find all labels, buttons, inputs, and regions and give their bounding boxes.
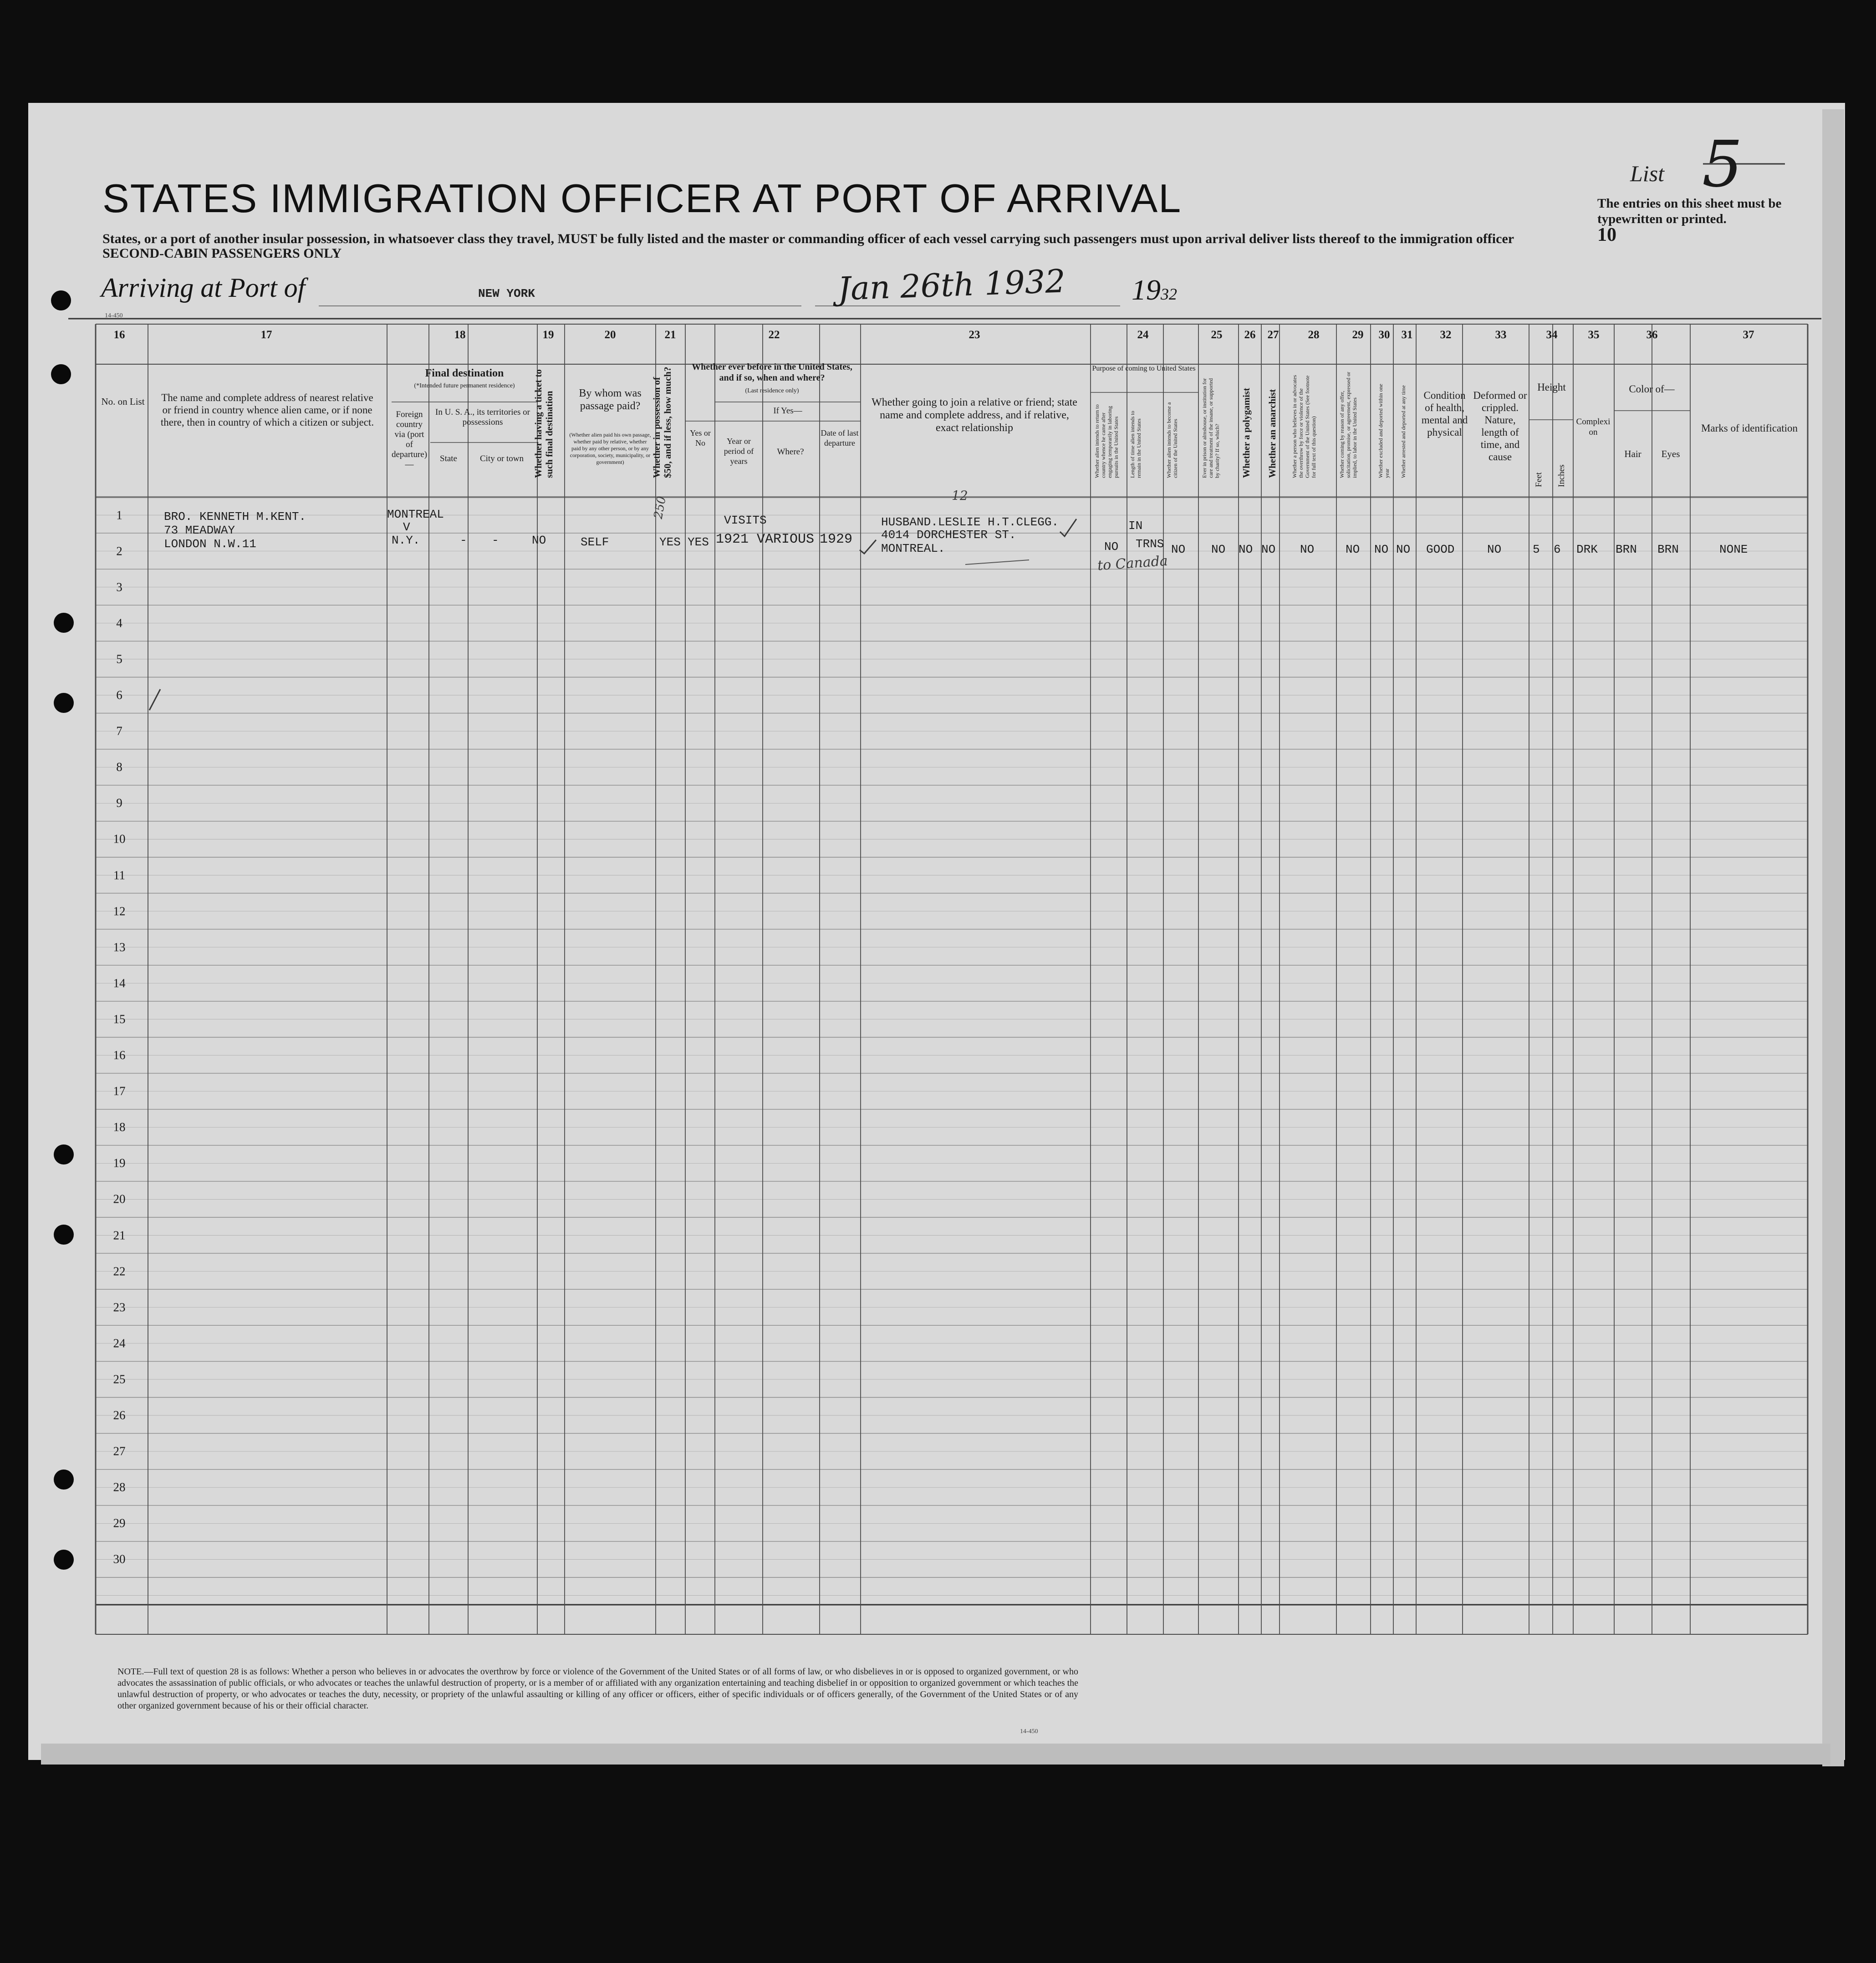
arrival-year — [1132, 273, 1177, 307]
arriving-label: Arriving at Port of — [101, 273, 306, 303]
col18-city-header: City or town — [479, 454, 524, 463]
joining-line2: 4014 DORCHESTER ST. — [881, 528, 1016, 542]
row-number-14: 14 — [113, 976, 126, 990]
height-feet-value: 5 — [1533, 543, 1540, 556]
before-value: YES — [688, 535, 709, 549]
row-number-9: 9 — [116, 796, 122, 810]
excluded-value: NO — [1374, 543, 1389, 556]
col22-title: Whether ever before in the United States, and if so, when and where? — [692, 362, 852, 383]
handwritten-money: 250 — [651, 495, 669, 520]
col33-header: Deformed or crippled. Nature, length of time, and cause — [1473, 390, 1527, 463]
row-number-28: 28 — [113, 1480, 126, 1494]
length-stay-line1: IN — [1128, 519, 1143, 533]
punch-hole — [54, 693, 74, 713]
form-code: 14-450 — [105, 312, 123, 319]
arrival-port: NEW YORK — [478, 287, 535, 300]
handwritten-12: 12 — [952, 488, 968, 503]
punch-hole — [54, 1225, 74, 1245]
list-number: 5 — [1702, 127, 1743, 202]
row-number-12: 12 — [113, 904, 126, 918]
row-number-16: 16 — [113, 1048, 126, 1062]
col23-header: Whether going to join a relative or friend; state name and complete address, and if relative, exact relationship — [872, 397, 1077, 434]
money-value: YES — [659, 535, 681, 549]
last-departure-value: 1929 — [820, 532, 853, 547]
col19-header: Whether having a ticket to such final destination — [533, 369, 555, 478]
col22-where-header: Where? — [777, 447, 804, 457]
via-line1: MONTREAL — [387, 508, 444, 521]
col30-header: Whether excluded and deported within one year — [1377, 384, 1390, 478]
length-stay-line2: TRNS — [1136, 537, 1164, 551]
row-number-21: 21 — [113, 1228, 126, 1242]
col36-title: Color of— — [1629, 383, 1675, 395]
height-inches-value: 6 — [1554, 543, 1561, 556]
col34-title: Height — [1537, 381, 1566, 393]
punch-hole — [51, 290, 71, 310]
column-number-36: 36 — [1646, 329, 1658, 341]
row-number-3: 3 — [116, 580, 122, 594]
via-line2: V — [403, 520, 410, 534]
row-number-4: 4 — [116, 616, 122, 630]
row-number-17: 17 — [113, 1084, 126, 1098]
col22-date-header: Date of last departure — [821, 428, 859, 448]
punch-hole — [54, 613, 74, 633]
eyes-value: BRN — [1657, 543, 1679, 556]
arrested-value: NO — [1396, 543, 1411, 556]
relative-line3: LONDON N.W.11 — [164, 537, 256, 551]
col28-header: Whether a person who believes in or advocates the overthrow by force or violence of the Government of the United States (See footnote for full text of this question) — [1291, 375, 1317, 478]
arrival-date: Jan 26th 1932 — [837, 262, 1066, 308]
via-line3: N.Y. — [392, 534, 420, 547]
col18-usa-header: In U. S. A., its territories or possessions — [435, 407, 530, 427]
hair-value: BRN — [1616, 543, 1637, 556]
col29-header: Whether coming by reason of any offer, solicitation, promise, or agreement, expressed or implied, to labor in the United States — [1339, 371, 1358, 478]
column-number-27: 27 — [1267, 329, 1279, 341]
polygamist-value: NO — [1239, 543, 1253, 556]
column-number-35: 35 — [1588, 329, 1600, 341]
purpose-value: VISITS — [724, 514, 767, 527]
column-number-23: 23 — [969, 329, 980, 341]
column-number-34: 34 — [1546, 329, 1558, 341]
column-number-32: 32 — [1440, 329, 1452, 341]
where-value: VARIOUS — [757, 532, 815, 547]
col36-eyes-header: Eyes — [1661, 448, 1680, 459]
citizen-value: NO — [1171, 543, 1186, 556]
row-number-23: 23 — [113, 1300, 126, 1314]
row-number-7: 7 — [116, 724, 122, 738]
column-number-22: 22 — [768, 329, 780, 341]
punch-hole — [51, 364, 71, 384]
punch-hole — [54, 1550, 74, 1570]
column-number-18: 18 — [454, 329, 466, 341]
handwritten-to-canada: to Canada — [1096, 553, 1168, 574]
col22-ifyes: If Yes— — [773, 406, 802, 416]
column-number-17: 17 — [260, 329, 272, 341]
col20-title: By whom was passage paid? — [579, 387, 642, 412]
list-instructions: The entries on this sheet must be typewritten or printed. — [1597, 196, 1782, 226]
col32-header: Condition of health, mental and physical — [1421, 390, 1468, 438]
row-number-11: 11 — [113, 868, 125, 882]
offer-value: NO — [1346, 543, 1360, 556]
col34-feet-header: Feet — [1534, 472, 1544, 487]
row-number-19: 19 — [113, 1156, 126, 1170]
row-number-29: 29 — [113, 1516, 126, 1530]
passenger-class: SECOND-CABIN PASSENGERS ONLY — [102, 246, 342, 261]
row-number-1: 1 — [116, 508, 122, 522]
col18-note: (*Intended future permanent residence) — [414, 382, 515, 389]
joining-line3: MONTREAL. — [881, 542, 945, 555]
row-number-24: 24 — [113, 1336, 126, 1350]
marks-value: NONE — [1719, 543, 1748, 556]
complexion-value: DRK — [1576, 543, 1598, 556]
column-number-26: 26 — [1244, 329, 1256, 341]
year-value: 1921 — [716, 532, 749, 547]
col25-header: Ever in prison or almshouse, or institution for care and treatment of the insane, or supported by charity? If so, which? — [1201, 378, 1220, 478]
row-number-13: 13 — [113, 940, 126, 954]
col36-hair-header: Hair — [1624, 448, 1642, 459]
health-value: GOOD — [1426, 543, 1455, 556]
column-number-37: 37 — [1743, 329, 1754, 341]
column-number-30: 30 — [1378, 329, 1390, 341]
deformed-value: NO — [1487, 543, 1502, 556]
col31-header: Whether arrested and deported at any time — [1400, 385, 1407, 478]
col17-header: The name and complete address of nearest relative or friend in country whence alien came, or if none there, then in country of which a citizen or subject. — [160, 392, 374, 428]
list-label: List — [1630, 161, 1665, 186]
col22-year-header: Year or period of years — [724, 437, 754, 466]
col34-inches-header: Inches — [1557, 464, 1566, 487]
ticket-value: NO — [532, 534, 546, 547]
column-number-29: 29 — [1352, 329, 1364, 341]
column-number-21: 21 — [664, 329, 676, 341]
punch-hole — [54, 1470, 74, 1490]
year-prefix: 19 — [1132, 274, 1161, 306]
row-number-10: 10 — [113, 832, 126, 846]
anarchist-value: NO — [1261, 543, 1276, 556]
column-number-33: 33 — [1495, 329, 1507, 341]
return-intent-value: NO — [1104, 540, 1119, 554]
sheet-number: 10 — [1597, 224, 1616, 245]
dest-state: - — [460, 534, 467, 547]
column-number-28: 28 — [1308, 329, 1320, 341]
row-number-6: 6 — [116, 688, 122, 702]
footnote-question-28: NOTE.—Full text of question 28 is as follows: Whether a person who believes in or advocates the overthrow by force or violence of the Government of the United States or of all forms of law, or who disbelieves in or is opposed to organized government, or who advocates the assassination of public officials, or who advocates or teaches the unlawful destruction of property, or is a member of or affiliated with any organization entertaining and teaching disbelief in or opposition to organized government or which teaches the unlawful destruction of property, or who advocates or teaches the duty, necessity, or propriety of the unlawful assaulting or killing of any officer or officers, either of specific individuals or of officers generally, of the Government of the United States or of any other organized government because of his or their official character. — [117, 1667, 1078, 1711]
col16-header: No. on List — [101, 396, 145, 407]
row-number-18: 18 — [113, 1120, 126, 1134]
col21-header: Whether in possession of $50, and if less, how much? — [651, 366, 673, 478]
row-number-8: 8 — [116, 760, 122, 774]
col20-note: (Whether alien paid his own passage, whether paid by relative, whether paid by any other person, or by any corporation, society, municipality, or government) — [569, 432, 651, 465]
col18-title: Final destination — [425, 367, 504, 379]
punch-hole — [54, 1144, 74, 1165]
row-number-30: 30 — [113, 1552, 126, 1566]
col18-state-header: State — [440, 454, 457, 463]
row-number-20: 20 — [113, 1192, 126, 1206]
col24-return-header: Whether alien intends to return to country whence he came after engaging temporarily in laboring pursuits in the United States — [1094, 404, 1119, 478]
column-number-25: 25 — [1211, 329, 1223, 341]
row-number-22: 22 — [113, 1264, 126, 1278]
column-number-20: 20 — [604, 329, 616, 341]
overthrow-value: NO — [1300, 543, 1315, 556]
col18-foreign-header: Foreign country via (port of departure)— — [391, 410, 428, 469]
col22-note: (Last residence only) — [745, 387, 799, 394]
joining-line1: HUSBAND.LESLIE H.T.CLEGG. — [881, 515, 1059, 529]
col24-length-header: Length of time alien intends to remain in the United States — [1129, 411, 1142, 478]
year-suffix: 32 — [1161, 285, 1177, 303]
column-number-16: 16 — [113, 329, 125, 341]
form-title: STATES IMMIGRATION OFFICER AT PORT OF ARRIVAL — [102, 176, 1182, 221]
footer-form-code: 14-450 — [1020, 1728, 1038, 1735]
col24-citizen-header: Whether alien intends to become a citizen of the United States — [1166, 402, 1178, 478]
col22-yesno-header: Yes or No — [690, 428, 711, 448]
row-number-26: 26 — [113, 1408, 126, 1422]
row-number-15: 15 — [113, 1012, 126, 1026]
row-number-5: 5 — [116, 652, 122, 666]
column-number-24: 24 — [1137, 329, 1149, 341]
col24-title: Purpose of coming to United States — [1092, 365, 1196, 372]
paid-by-value: SELF — [581, 535, 609, 549]
relative-line1: BRO. KENNETH M.KENT. — [164, 510, 306, 524]
dest-city: - — [492, 534, 499, 547]
row-number-27: 27 — [113, 1444, 126, 1458]
col26-header: Whether a polygamist — [1241, 388, 1252, 478]
col27-header: Whether an anarchist — [1267, 389, 1278, 478]
row-number-25: 25 — [113, 1372, 126, 1386]
column-number-31: 31 — [1401, 329, 1413, 341]
form-subtitle: States, or a port of another insular possession, in whatsoever class they travel, MUST be fully listed and the master or commanding officer of each vessel carrying such passengers must upon arrival deliver lists thereof to the immigration officer — [102, 231, 1514, 246]
relative-line2: 73 MEADWAY — [164, 524, 235, 537]
row-number-2: 2 — [116, 544, 122, 558]
column-number-19: 19 — [542, 329, 554, 341]
col35-header: Complexion — [1576, 417, 1611, 437]
col37-header: Marks of identification — [1701, 422, 1798, 434]
prison-value: NO — [1211, 543, 1226, 556]
